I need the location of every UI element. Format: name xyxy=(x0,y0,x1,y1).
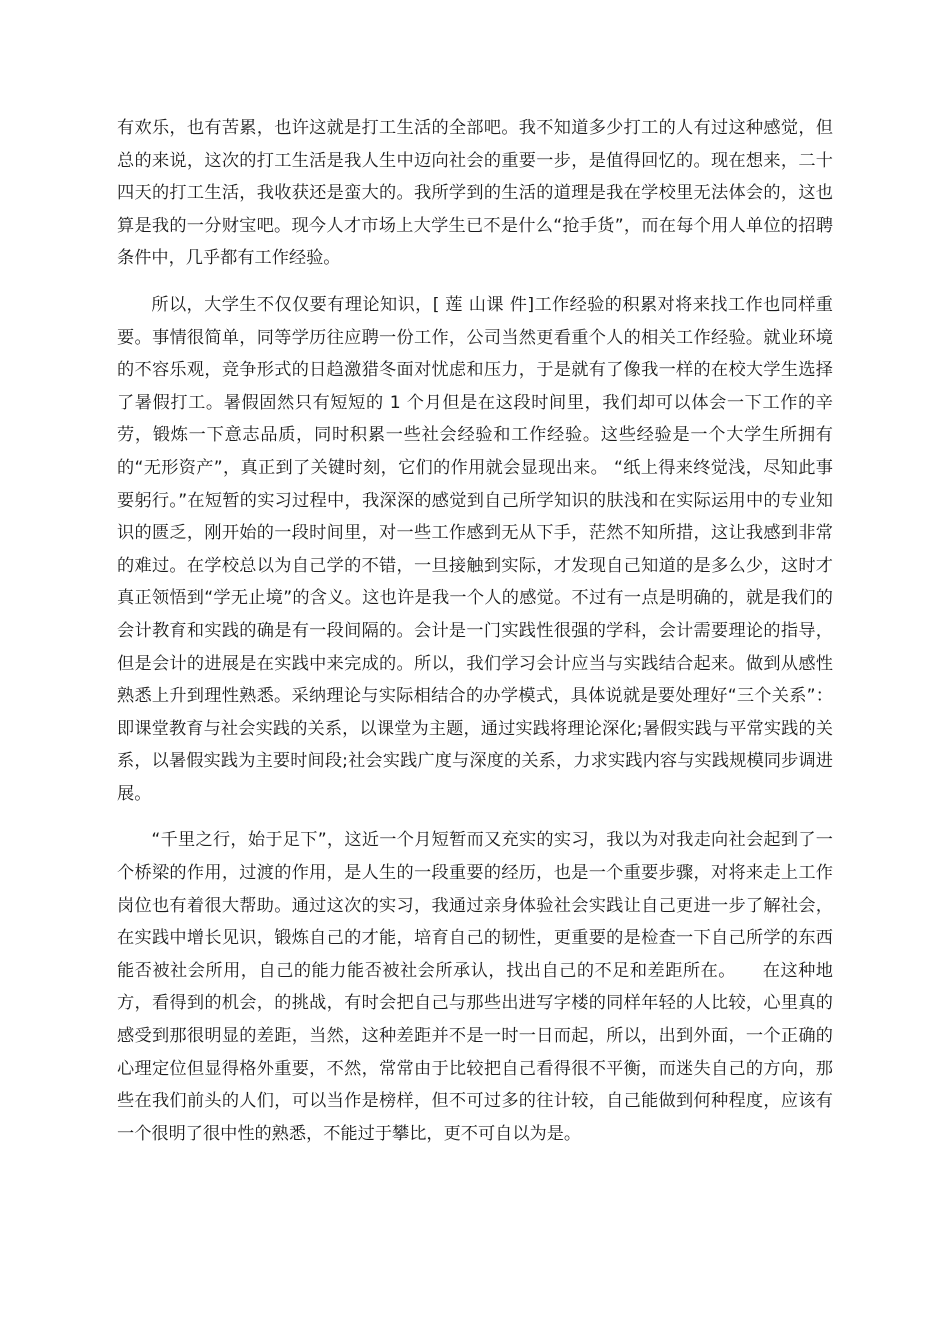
document-page xyxy=(117,112,833,1150)
paragraph-3: “千里之行，始于足下”，这近一个月短暂而又充实的实习，我以为对我走向社会起到了一个桥梁的作用，过渡的作用，是人生的一段重要的经历，也是一个重要步骤，对将来走上工作岗位也有着很大帮助。通过这次的实习，我通过亲身体验社会实践让自己更进一步了解社会，在实践中增长见识，锻炼自己的才能，培育自己的韧性，更重要的是检查一下自己所学的东西能否被社会所用，自己的能力能否被社会所承认，找出自己的不足和差距所在。 在这种地方，看得到的机会，的挑战，有时会把自己与那些出进写字楼的同样年轻的人比较，心里真的感受到那很明显的差距，当然，这种差距并不是一时一日而起，所以，出到外面，一个正确的心理定位但显得格外重要，不然，常常由于比较把自己看得很不平衡，而迷失自己的方向，那些在我们前头的人们，可以当作是榜样，但不可过多的往计较，自己能做到何种程度，应该有一个很明了很中性的熟悉，不能过于攀比，更不可自以为是。 xyxy=(117,830,833,1144)
paragraph-2: 所以，大学生不仅仅要有理论知识，[ 莲 山课 件]工作经验的积累对将来找工作也同样重要。事情很简单，同等学历往应聘一份工作，公司当然更看重个人的相关工作经验。就业环境的不容乐观，竞争形式的日趋激猎冬面对忧虑和压力，于是就有了像我一样的在校大学生选择了暑假打工。暑假固然只有短短的 1 个月但是在这段时间里，我们却可以体会一下工作的辛劳，锻炼一下意志品质，同时积累一些社会经验和工作经验。这些经验是一个大学生所拥有的“无形资产”，真正到了关键时刻，它们的作用就会显现出来。 “纸上得来终觉浅，尽知此事要躬行。”在短暂的实习过程中，我深深的感觉到自己所学知识的肤浅和在实际运用中的专业知识的匮乏，刚开始的一段时间里，对一些工作感到无从下手，茫然不知所措，这让我感到非常的难过。在学校总以为自己学的不错，一旦接触到实际，才发现自己知道的是多么少，这时才真正领悟到“学无止境”的含义。这也许是我一个人的感觉。不过有一点是明确的，就是我们的会计教育和实践的确是有一段间隔的。会计是一门实践性很强的学科，会计需要理论的指导，但是会计的进展是在实践中来完成的。所以，我们学习会计应当与实践结合起来。做到从感性熟悉上升到理性熟悉。采纳理论与实际相结合的办学模式，具体说就是要处理好“三个关系”：即课堂教育与社会实践的关系，以课堂为主题，通过实践将理论深化;暑假实践与平常实践的关系，以暑假实践为主要时间段;社会实践广度与深度的关系，力求实践内容与实践规模同步调进展。 xyxy=(117,294,833,804)
paragraph-1: 有欢乐，也有苦累，也许这就是打工生活的全部吧。我不知道多少打工的人有过这种感觉，但总的来说，这次的打工生活是我人生中迈向社会的重要一步，是值得回忆的。现在想来，二十四天的打工生活，我收获还是蛮大的。我所学到的生活的道理是我在学校里无法体会的，这也算是我的一分财宝吧。现今人才市场上大学生已不是什么“抢手货”，而在每个用人单位的招聘条件中，几乎都有工作经验。 xyxy=(117,118,833,269)
